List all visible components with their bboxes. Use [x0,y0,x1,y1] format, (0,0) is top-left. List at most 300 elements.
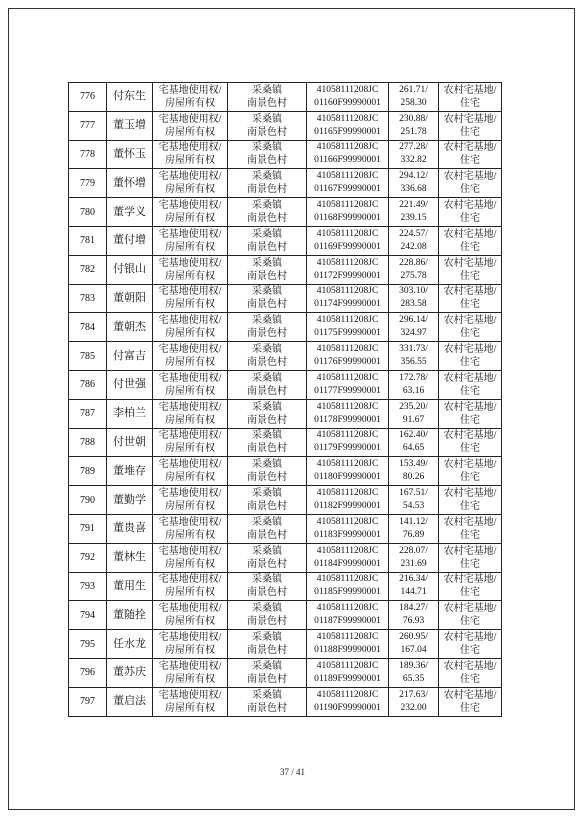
location-line: 采桑镇 [252,545,282,557]
right-type-cell [153,284,228,313]
location-line: 南景色村 [247,587,287,599]
right-type-cell [153,428,228,457]
location-cell [228,658,307,687]
unit-code-cell [307,111,389,140]
unit-code-line: 01168F99990001 [314,213,381,224]
table-row [69,226,502,255]
right-type-line: 房屋所有权 [165,213,215,225]
land-use-line: 农村宅基地/ [443,171,497,183]
row-number-cell: 778 [69,140,107,169]
location-line: 采桑镇 [252,286,282,298]
area-cell [389,399,439,428]
location-line: 南景色村 [247,328,287,340]
area-line: 153.49/ [399,459,428,470]
right-type-line: 房屋所有权 [165,443,215,455]
owner-name-cell: 董勤学 [107,486,153,515]
owner-name-cell: 董苏庆 [107,658,153,687]
land-use-line: 农村宅基地/ [443,113,497,125]
unit-code-line: 41058111208JC [316,603,379,614]
right-type-line: 房屋所有权 [165,357,215,369]
location-cell [228,370,307,399]
right-type-line: 房屋所有权 [165,97,215,109]
unit-code-line: 41058111208JC [316,516,379,527]
right-type-cell [153,83,228,112]
table-row [69,169,502,198]
location-cell [228,342,307,371]
land-use-cell [439,630,502,659]
owner-name-cell: 董怀玉 [107,140,153,169]
unit-code-line: 01169F99990001 [314,241,381,252]
unit-code-line: 41058111208JC [316,344,379,355]
table-row [69,486,502,515]
area-line: 230.88/ [399,113,428,124]
unit-code-line: 01187F99990001 [314,616,381,627]
location-cell [228,486,307,515]
land-use-line: 住宅 [460,414,480,426]
owner-name-cell: 董玉增 [107,111,153,140]
right-type-line: 宅基地使用权/ [158,632,222,644]
location-line: 采桑镇 [252,372,282,384]
right-type-line: 宅基地使用权/ [158,689,222,701]
area-line: 224.57/ [399,228,428,239]
unit-code-line: 41058111208JC [316,286,379,297]
location-line: 南景色村 [247,357,287,369]
owner-name-cell: 董朝阳 [107,284,153,313]
area-line: 228.07/ [399,545,428,556]
right-type-line: 房屋所有权 [165,328,215,340]
land-use-line: 农村宅基地/ [443,84,497,96]
location-line: 南景色村 [247,126,287,138]
right-type-cell [153,630,228,659]
right-type-line: 房屋所有权 [165,414,215,426]
land-use-cell [439,111,502,140]
land-use-line: 住宅 [460,357,480,369]
area-line: 63.16 [402,385,425,396]
land-use-line: 农村宅基地/ [443,603,497,615]
location-cell [228,457,307,486]
land-use-line: 住宅 [460,645,480,657]
table-row [69,630,502,659]
owner-name-cell: 付世强 [107,370,153,399]
location-line: 采桑镇 [252,257,282,269]
unit-code-cell [307,370,389,399]
page-number: 37 / 41 [279,767,305,777]
unit-code-line: 01165F99990001 [314,126,381,137]
right-type-cell [153,399,228,428]
table-row [69,313,502,342]
right-type-cell [153,514,228,543]
row-number-cell: 796 [69,658,107,687]
area-line: 64.65 [402,443,425,454]
land-use-line: 住宅 [460,501,480,513]
owner-name-cell: 董贵喜 [107,514,153,543]
area-cell [389,428,439,457]
unit-code-line: 01190F99990001 [314,702,381,713]
unit-code-line: 01177F99990001 [314,385,381,396]
location-line: 南景色村 [247,241,287,253]
location-line: 南景色村 [247,155,287,167]
location-cell [228,226,307,255]
unit-code-line: 41058111208JC [316,228,379,239]
table-row [69,342,502,371]
right-type-cell [153,687,228,716]
unit-code-line: 41058111208JC [316,430,379,441]
location-cell [228,399,307,428]
land-use-line: 农村宅基地/ [443,459,497,471]
right-type-line: 宅基地使用权/ [158,315,222,327]
area-cell [389,572,439,601]
table-row [69,572,502,601]
location-line: 采桑镇 [252,689,282,701]
table-body [69,83,502,717]
row-number-cell: 788 [69,428,107,457]
unit-code-cell [307,226,389,255]
area-line: 275.78 [400,270,427,281]
land-use-line: 农村宅基地/ [443,228,497,240]
land-use-cell [439,313,502,342]
area-line: 283.58 [400,299,427,310]
owner-name-cell: 董学义 [107,198,153,227]
right-type-line: 宅基地使用权/ [158,286,222,298]
row-number-cell: 793 [69,572,107,601]
location-line: 采桑镇 [252,200,282,212]
land-use-line: 住宅 [460,155,480,167]
row-number-cell: 782 [69,255,107,284]
land-use-line: 住宅 [460,702,480,714]
owner-name-cell: 董朝杰 [107,313,153,342]
area-line: 251.78 [400,126,427,137]
row-number-cell: 784 [69,313,107,342]
area-cell [389,543,439,572]
area-line: 217.63/ [399,689,428,700]
location-cell [228,687,307,716]
right-type-line: 房屋所有权 [165,558,215,570]
area-cell [389,658,439,687]
right-type-line: 宅基地使用权/ [158,142,222,154]
land-use-cell [439,658,502,687]
land-use-cell [439,169,502,198]
location-line: 采桑镇 [252,632,282,644]
right-type-line: 宅基地使用权/ [158,574,222,586]
location-line: 南景色村 [247,385,287,397]
area-cell [389,514,439,543]
land-use-line: 农村宅基地/ [443,660,497,672]
land-use-cell [439,83,502,112]
unit-code-line: 41058111208JC [316,401,379,412]
area-line: 141.12/ [399,516,428,527]
right-type-line: 房屋所有权 [165,645,215,657]
land-use-line: 住宅 [460,673,480,685]
area-line: 216.34/ [399,574,428,585]
land-use-line: 住宅 [460,529,480,541]
unit-code-line: 01175F99990001 [314,328,381,339]
right-type-line: 宅基地使用权/ [158,545,222,557]
land-use-line: 住宅 [460,270,480,282]
right-type-line: 宅基地使用权/ [158,171,222,183]
right-type-line: 宅基地使用权/ [158,113,222,125]
unit-code-cell [307,601,389,630]
registration-table [68,82,502,717]
location-cell [228,572,307,601]
right-type-line: 宅基地使用权/ [158,228,222,240]
right-type-cell [153,226,228,255]
row-number-cell: 792 [69,543,107,572]
owner-name-cell: 李柏兰 [107,399,153,428]
owner-name-cell: 付东生 [107,83,153,112]
land-use-cell [439,284,502,313]
area-line: 167.51/ [399,488,428,499]
land-use-line: 农村宅基地/ [443,632,497,644]
area-cell [389,284,439,313]
area-line: 76.93 [402,616,425,627]
location-line: 南景色村 [247,443,287,455]
unit-code-cell [307,543,389,572]
land-use-line: 住宅 [460,299,480,311]
right-type-line: 宅基地使用权/ [158,488,222,500]
location-cell [228,313,307,342]
land-use-cell [439,140,502,169]
table-row [69,83,502,112]
land-use-line: 住宅 [460,241,480,253]
area-line: 167.04 [400,645,427,656]
row-number-cell: 785 [69,342,107,371]
area-line: 258.30 [400,97,427,108]
owner-name-cell: 董启法 [107,687,153,716]
unit-code-line: 01167F99990001 [314,184,381,195]
right-type-cell [153,457,228,486]
right-type-line: 房屋所有权 [165,299,215,311]
land-use-line: 农村宅基地/ [443,545,497,557]
unit-code-cell [307,514,389,543]
area-cell [389,342,439,371]
row-number-cell: 795 [69,630,107,659]
owner-name-cell: 董林生 [107,543,153,572]
right-type-cell [153,255,228,284]
location-line: 采桑镇 [252,171,282,183]
land-use-line: 住宅 [460,97,480,109]
land-use-line: 农村宅基地/ [443,689,497,701]
row-number-cell: 791 [69,514,107,543]
table-row [69,457,502,486]
area-cell [389,140,439,169]
land-use-cell [439,486,502,515]
land-use-line: 住宅 [460,616,480,628]
right-type-cell [153,370,228,399]
area-cell [389,313,439,342]
right-type-line: 房屋所有权 [165,126,215,138]
unit-code-cell [307,140,389,169]
area-line: 242.08 [400,241,427,252]
unit-code-cell [307,342,389,371]
location-line: 采桑镇 [252,401,282,413]
table-row [69,370,502,399]
location-cell [228,140,307,169]
land-use-cell [439,226,502,255]
right-type-line: 宅基地使用权/ [158,372,222,384]
location-line: 采桑镇 [252,344,282,356]
unit-code-cell [307,198,389,227]
location-line: 南景色村 [247,213,287,225]
land-use-cell [439,370,502,399]
area-cell [389,457,439,486]
land-use-line: 住宅 [460,213,480,225]
location-line: 采桑镇 [252,516,282,528]
unit-code-line: 41058111208JC [316,372,379,383]
location-line: 南景色村 [247,645,287,657]
location-line: 采桑镇 [252,228,282,240]
right-type-cell [153,111,228,140]
area-line: 260.95/ [399,632,428,643]
right-type-line: 宅基地使用权/ [158,257,222,269]
right-type-line: 宅基地使用权/ [158,401,222,413]
land-use-cell [439,399,502,428]
land-use-cell [439,601,502,630]
location-cell [228,198,307,227]
unit-code-line: 41058111208JC [316,574,379,585]
owner-name-cell: 任水龙 [107,630,153,659]
location-cell [228,169,307,198]
land-use-line: 住宅 [460,184,480,196]
land-use-cell [439,255,502,284]
area-line: 277.28/ [399,142,428,153]
row-number-cell: 790 [69,486,107,515]
unit-code-line: 41058111208JC [316,200,379,211]
location-line: 南景色村 [247,184,287,196]
right-type-line: 宅基地使用权/ [158,430,222,442]
right-type-line: 房屋所有权 [165,241,215,253]
row-number-cell: 789 [69,457,107,486]
land-use-line: 住宅 [460,558,480,570]
table-row [69,255,502,284]
area-line: 54.53 [402,501,425,512]
right-type-line: 宅基地使用权/ [158,344,222,356]
right-type-cell [153,486,228,515]
location-line: 南景色村 [247,673,287,685]
land-use-cell [439,687,502,716]
location-cell [228,83,307,112]
area-line: 303.10/ [399,286,428,297]
unit-code-line: 01179F99990001 [314,443,381,454]
area-line: 65.35 [402,673,425,684]
area-line: 294.12/ [399,171,428,182]
unit-code-cell [307,486,389,515]
unit-code-line: 01189F99990001 [314,673,381,684]
area-line: 235.20/ [399,401,428,412]
unit-code-line: 01188F99990001 [314,645,381,656]
row-number-cell: 787 [69,399,107,428]
owner-name-cell: 董怀增 [107,169,153,198]
right-type-cell [153,658,228,687]
land-use-line: 农村宅基地/ [443,372,497,384]
area-line: 331.73/ [399,344,428,355]
right-type-line: 房屋所有权 [165,270,215,282]
area-line: 228.86/ [399,257,428,268]
row-number-cell: 779 [69,169,107,198]
row-number-cell: 794 [69,601,107,630]
right-type-line: 宅基地使用权/ [158,459,222,471]
location-cell [228,111,307,140]
location-line: 南景色村 [247,558,287,570]
location-line: 南景色村 [247,472,287,484]
unit-code-cell [307,572,389,601]
unit-code-line: 01184F99990001 [314,558,381,569]
land-use-line: 农村宅基地/ [443,286,497,298]
location-line: 南景色村 [247,501,287,513]
land-use-line: 农村宅基地/ [443,142,497,154]
area-cell [389,83,439,112]
right-type-cell [153,140,228,169]
land-use-line: 农村宅基地/ [443,574,497,586]
land-use-line: 农村宅基地/ [443,344,497,356]
land-use-line: 农村宅基地/ [443,488,497,500]
location-line: 采桑镇 [252,660,282,672]
land-use-cell [439,428,502,457]
unit-code-cell [307,255,389,284]
table-row [69,284,502,313]
right-type-line: 宅基地使用权/ [158,603,222,615]
location-line: 南景色村 [247,97,287,109]
area-line: 91.67 [402,414,425,425]
owner-name-cell: 董付增 [107,226,153,255]
right-type-cell [153,601,228,630]
location-line: 采桑镇 [252,488,282,500]
land-use-cell [439,514,502,543]
row-number-cell: 797 [69,687,107,716]
unit-code-line: 01172F99990001 [314,270,381,281]
location-line: 南景色村 [247,616,287,628]
table-row [69,140,502,169]
unit-code-cell [307,399,389,428]
location-line: 南景色村 [247,299,287,311]
unit-code-line: 01176F99990001 [314,357,381,368]
area-line: 239.15 [400,213,427,224]
row-number-cell: 781 [69,226,107,255]
area-line: 184.27/ [399,603,428,614]
area-line: 144.71 [400,587,427,598]
location-cell [228,543,307,572]
right-type-line: 房屋所有权 [165,587,215,599]
owner-name-cell: 付世朝 [107,428,153,457]
area-cell [389,198,439,227]
area-line: 356.55 [400,357,427,368]
area-line: 296.14/ [399,315,428,326]
row-number-cell: 776 [69,83,107,112]
unit-code-line: 01178F99990001 [314,414,381,425]
area-cell [389,687,439,716]
land-use-line: 住宅 [460,587,480,599]
right-type-line: 宅基地使用权/ [158,84,222,96]
area-cell [389,370,439,399]
land-use-cell [439,342,502,371]
location-line: 南景色村 [247,270,287,282]
unit-code-line: 41058111208JC [316,488,379,499]
right-type-line: 房屋所有权 [165,616,215,628]
location-cell [228,284,307,313]
location-line: 采桑镇 [252,603,282,615]
land-use-line: 住宅 [460,472,480,484]
location-line: 采桑镇 [252,430,282,442]
unit-code-cell [307,284,389,313]
unit-code-line: 01183F99990001 [314,529,381,540]
land-use-cell [439,543,502,572]
land-use-line: 住宅 [460,443,480,455]
location-cell [228,514,307,543]
right-type-line: 房屋所有权 [165,472,215,484]
unit-code-cell [307,687,389,716]
land-use-line: 住宅 [460,126,480,138]
right-type-cell [153,313,228,342]
right-type-line: 房屋所有权 [165,529,215,541]
